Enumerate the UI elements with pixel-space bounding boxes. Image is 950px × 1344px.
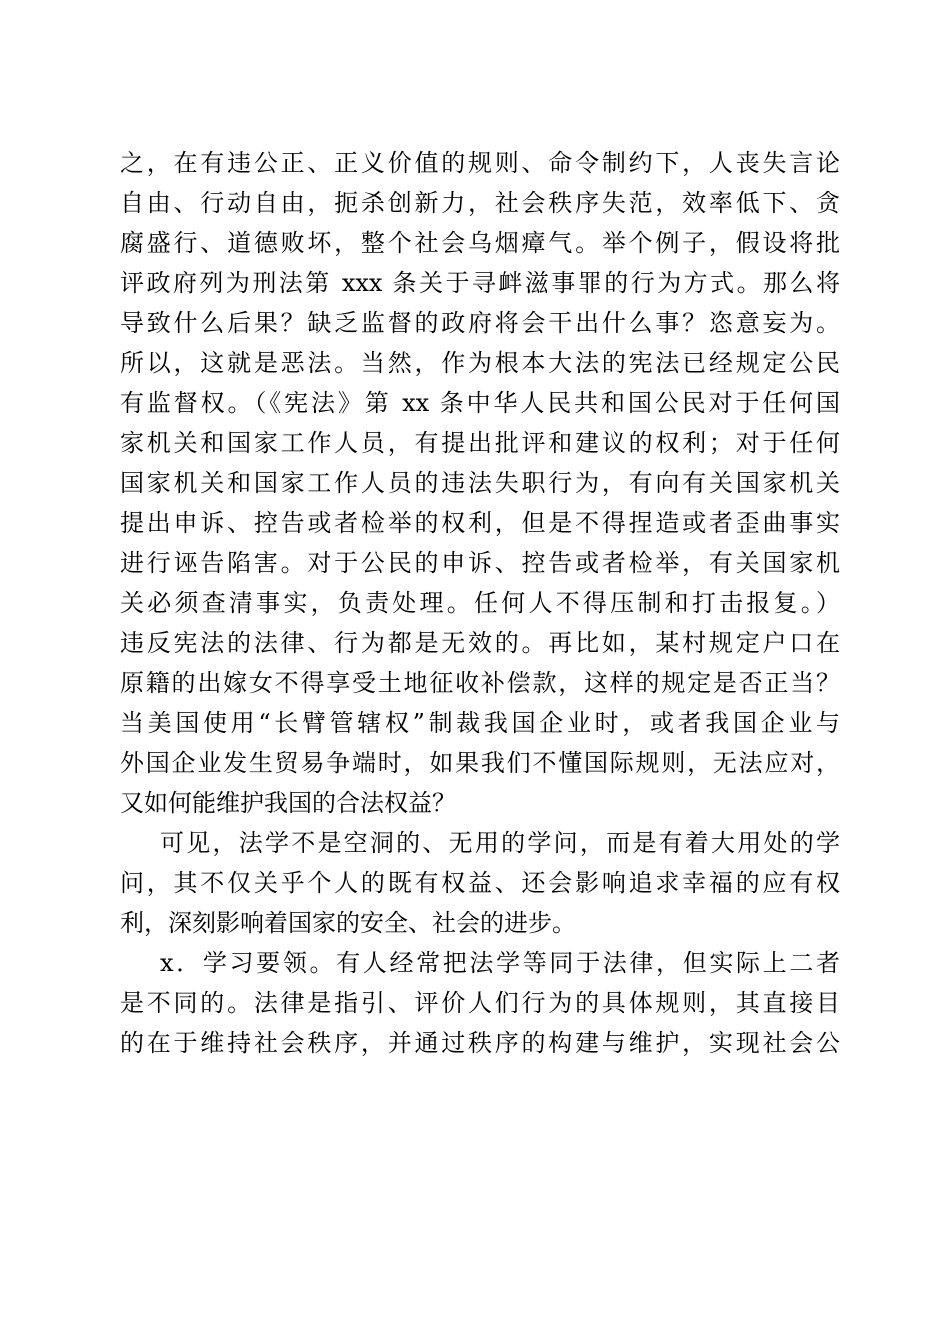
text-line: 可见，法学不是空洞的、无用的学问，而是有着大用处的学 (160, 829, 840, 857)
text-line: 提出申诉、控告或者检举的权利，但是不得捏造或者歪曲事实 (120, 509, 840, 537)
document-body (120, 143, 840, 1063)
paragraph (120, 143, 840, 823)
text-line: 导致什么后果？缺乏监督的政府将会干出什么事？恣意妄为。 (120, 309, 840, 337)
text-line: 进行诬告陷害。对于公民的申诉、控告或者检举，有关国家机 (120, 549, 840, 577)
paragraph (120, 943, 840, 1063)
text-line: 自由、行动自由，扼杀创新力，社会秩序失范，效率低下、贪 (120, 189, 840, 217)
text-line: 原籍的出嫁女不得享受土地征收补偿款，这样的规定是否正当？ (120, 669, 840, 697)
text-line: 家机关和国家工作人员，有提出批评和建议的权利；对于任何 (120, 429, 840, 457)
text-line: 利，深刻影响着国家的安全、社会的进步。 (120, 909, 576, 937)
text-line: 外国企业发生贸易争端时，如果我们不懂国际规则，无法应对， (120, 749, 840, 777)
text-line: 当美国使用“长臂管辖权”制裁我国企业时，或者我国企业与 (120, 709, 840, 737)
text-line: 关必须查清事实，负责处理。任何人不得压制和打击报复。） (120, 589, 840, 617)
text-line: 的在于维持社会秩序，并通过秩序的构建与维护，实现社会公 (120, 1029, 840, 1057)
text-line: 是不同的。法律是指引、评价人们行为的具体规则，其直接目 (120, 989, 840, 1017)
text-line: 腐盛行、道德败坏，整个社会乌烟瘴气。举个例子，假设将批 (120, 229, 840, 257)
text-line: 国家机关和国家工作人员的违法失职行为，有向有关国家机关 (120, 469, 840, 497)
text-line: 评政府列为刑法第 xxx 条关于寻衅滋事罪的行为方式。那么将 (120, 269, 840, 297)
text-line: x．学习要领。有人经常把法学等同于法律，但实际上二者 (160, 949, 840, 977)
paragraph (120, 823, 840, 943)
text-line: 有监督权。（《宪法》第 xx 条中华人民共和国公民对于任何国 (120, 389, 840, 417)
text-line: 问，其不仅关乎个人的既有权益、还会影响追求幸福的应有权 (120, 869, 840, 897)
text-line: 又如何能维护我国的合法权益？ (120, 789, 456, 817)
text-line: 违反宪法的法律、行为都是无效的。再比如，某村规定户口在 (120, 629, 840, 657)
text-line: 之，在有违公正、正义价值的规则、命令制约下，人丧失言论 (120, 149, 840, 177)
text-line: 所以，这就是恶法。当然，作为根本大法的宪法已经规定公民 (120, 349, 840, 377)
